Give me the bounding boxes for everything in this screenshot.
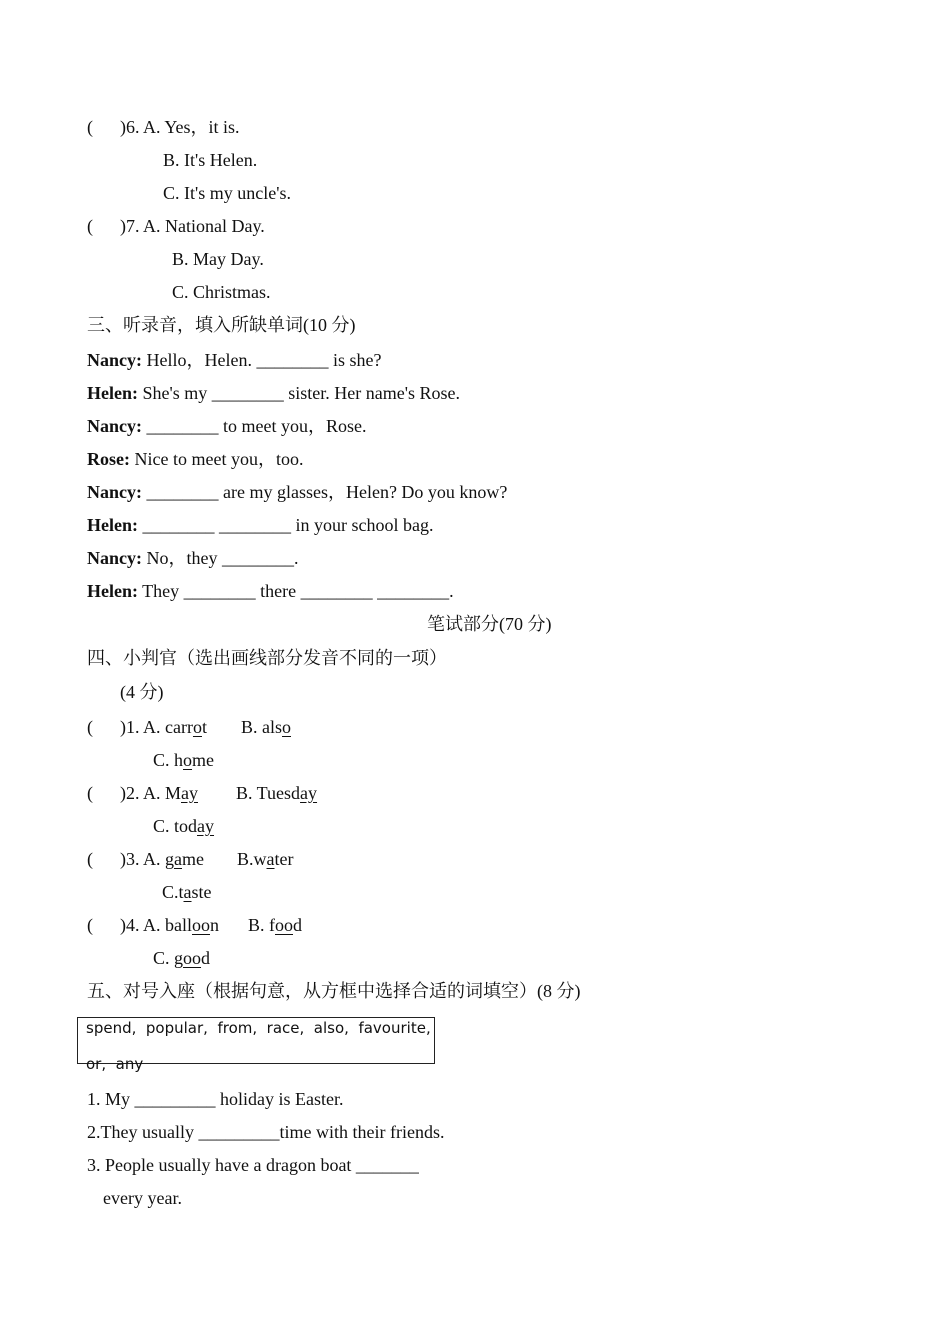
phonics-q1-c: [153, 748, 214, 772]
fill-item-3-continued: every year.: [103, 1188, 182, 1208]
phonics-q4: [87, 913, 302, 937]
q4-c: C. g: [153, 948, 184, 968]
q2-c: C. tod: [153, 816, 198, 836]
q2-a-underlined: ay: [181, 783, 198, 803]
phonics-q4-c: [153, 946, 210, 970]
phonics-q1: [87, 715, 291, 739]
dialogue-text: Nice to meet you，too.: [130, 449, 304, 469]
dialogue-line: [87, 447, 303, 471]
q1-c-rest: me: [192, 750, 215, 770]
section4-title: 四、小判官（选出画线部分发音不同的一项）: [87, 648, 447, 668]
q6-option-b: B. It's Helen.: [163, 150, 258, 170]
q3-prefix: ( )3. A. g: [87, 849, 174, 869]
dialogue-line: [87, 381, 460, 405]
speaker: Nancy:: [87, 548, 142, 568]
q4-c-underlined: oo: [183, 948, 202, 968]
q4-a-underlined: oo: [192, 915, 210, 935]
phonics-q2: [87, 781, 317, 805]
speaker: Rose:: [87, 449, 130, 469]
q1-c: C. h: [153, 750, 184, 770]
section3-title: 三、听录音，填入所缺单词(10 分): [87, 315, 356, 335]
dialogue-line: [87, 513, 433, 537]
phonics-q2-c: [153, 814, 214, 838]
q2-b-underlined: ay: [300, 783, 318, 803]
speaker: Nancy:: [87, 350, 142, 370]
phonics-q3-c: [162, 880, 212, 904]
q2-prefix: ( )2. A. M: [87, 783, 181, 803]
q1-b-underlined: o: [282, 717, 291, 737]
q1-a-underlined: o: [192, 717, 202, 737]
q6-option-c: C. It's my uncle's.: [163, 183, 291, 203]
word-box-line-2: or, any: [86, 1055, 144, 1073]
q3-c: C.t: [162, 882, 184, 902]
q2-b: B. Tuesd: [236, 783, 301, 803]
q1-c-underlined: o: [183, 750, 193, 770]
q4-a-rest: n: [210, 915, 219, 935]
speaker: Helen:: [87, 581, 138, 601]
q6-option-a: ( )6. A. Yes，it is.: [87, 117, 240, 137]
q3-b: B.w: [237, 849, 267, 869]
dialogue-text: She's my ________ sister. Her name's Rose.: [138, 383, 460, 403]
q4-b-underlined: oo: [275, 915, 293, 935]
written-part-heading: 笔试部分(70 分): [427, 614, 552, 634]
q7-option-c: C. Christmas.: [172, 282, 271, 302]
dialogue-text: Hello，Helen. ________ is she?: [142, 350, 382, 370]
fill-item-1: 1. My _________ holiday is Easter.: [87, 1089, 344, 1109]
fill-item-3: 3. People usually have a dragon boat _______: [87, 1155, 419, 1175]
dialogue-line: [87, 414, 366, 438]
q4-b-rest: d: [293, 915, 302, 935]
q4-b: B. f: [248, 915, 275, 935]
dialogue-line: [87, 579, 454, 603]
dialogue-line: [87, 480, 507, 504]
q1-prefix: ( )1. A. carr: [87, 717, 193, 737]
q2-c-underlined: ay: [197, 816, 215, 836]
speaker: Nancy:: [87, 416, 142, 436]
phonics-q3: [87, 847, 294, 871]
q3-b-rest: ter: [274, 849, 294, 869]
q3-a-underlined: a: [174, 849, 182, 869]
fill-item-2: 2.They usually _________time with their friends.: [87, 1122, 445, 1142]
q4-c-rest: d: [201, 948, 211, 968]
section4-score: (4 分): [120, 682, 164, 702]
q1-a-rest: t: [201, 717, 207, 737]
section5-title: 五、对号入座（根据句意，从方框中选择合适的词填空）(8 分): [87, 981, 581, 1001]
dialogue-text: ________ are my glasses，Helen? Do you know?: [142, 482, 508, 502]
dialogue-text: ________ to meet you，Rose.: [142, 416, 367, 436]
word-box-line-1: spend, popular, from, race, also, favourite,: [86, 1019, 431, 1037]
q3-c-underlined: a: [183, 882, 192, 902]
q1-b: B. als: [240, 717, 282, 737]
q3-a-rest: me: [182, 849, 204, 869]
q7-option-a: ( )7. A. National Day.: [87, 216, 265, 236]
dialogue-text: No，they ________.: [142, 548, 299, 568]
q3-c-rest: ste: [191, 882, 212, 902]
q3-b-underlined: a: [266, 849, 275, 869]
dialogue-text: ________ ________ in your school bag.: [138, 515, 434, 535]
dialogue-text: They ________ there ________ ________.: [138, 581, 454, 601]
speaker: Helen:: [87, 515, 138, 535]
speaker: Nancy:: [87, 482, 142, 502]
q4-prefix: ( )4. A. ball: [87, 915, 192, 935]
dialogue-line: [87, 348, 381, 372]
speaker: Helen:: [87, 383, 138, 403]
dialogue-line: [87, 546, 299, 570]
q7-option-b: B. May Day.: [172, 249, 264, 269]
